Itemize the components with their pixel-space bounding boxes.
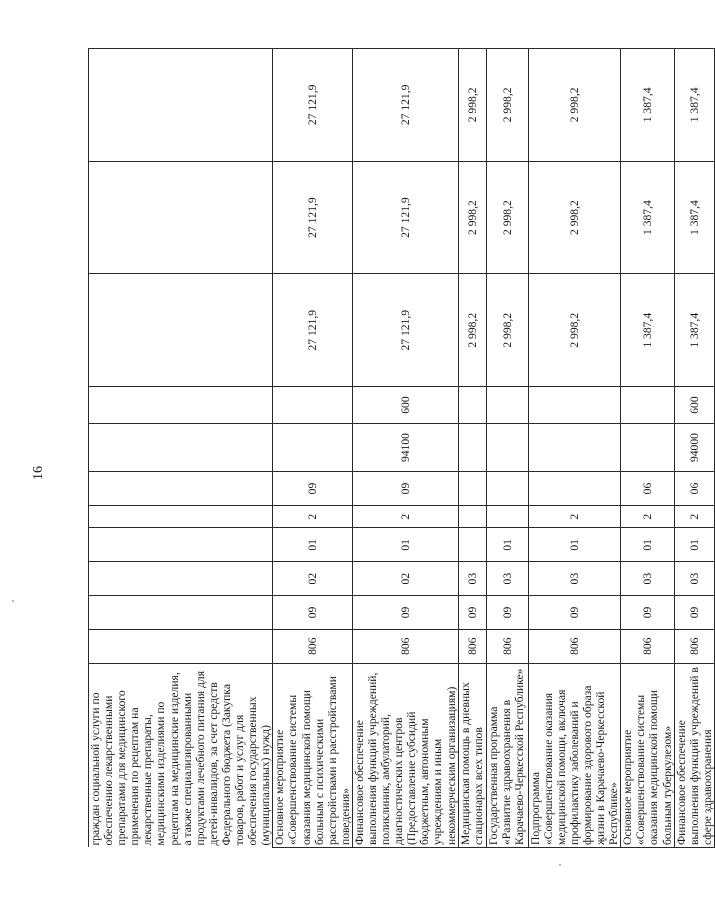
cell-expense-type	[458, 387, 486, 424]
cell-section-code: 09	[273, 596, 353, 630]
cell-section-code: 09	[458, 596, 486, 630]
cell-subsection-code: 03	[674, 562, 714, 596]
cell-subsection-code: 02	[273, 562, 353, 596]
row-description: Государственная программа «Развитие здравоохранения в Карачаево-Черкесской Республике»	[486, 663, 528, 847]
cell-expense-type	[273, 387, 353, 424]
rotated-page-content	[88, 48, 714, 848]
cell-amount: 2 998,2	[528, 49, 621, 162]
cell-amount: 1 387,4	[674, 274, 714, 387]
cell-subprogram-code	[89, 505, 273, 528]
cell-subsection-code: 03	[621, 562, 674, 596]
table-row	[486, 49, 528, 848]
cell-amount: 1 387,4	[621, 274, 674, 387]
cell-subprogram-code: 2	[352, 505, 458, 528]
table-row	[528, 49, 621, 848]
cell-amount: 2 998,2	[458, 274, 486, 387]
cell-amount	[89, 161, 273, 274]
cell-direction-code: 94100	[352, 423, 458, 471]
cell-activity-code	[89, 472, 273, 506]
cell-expense-type	[528, 387, 621, 424]
cell-activity-code: 09	[273, 472, 353, 506]
cell-subprogram-code	[458, 505, 486, 528]
cell-direction-code	[273, 423, 353, 471]
row-description: Основное мероприятие «Совершенствование системы оказания медицинской помощи больным туберкулезом»	[621, 663, 674, 847]
cell-program-code: 01	[621, 528, 674, 562]
cell-section-code: 09	[621, 596, 674, 630]
cell-subprogram-code: 2	[674, 505, 714, 528]
table-row	[621, 49, 674, 848]
cell-amount: 27 121,9	[273, 274, 353, 387]
cell-amount: 1 387,4	[621, 49, 674, 162]
cell-expense-type: 600	[674, 387, 714, 424]
cell-subsection-code: 03	[528, 562, 621, 596]
cell-subprogram-code: 2	[273, 505, 353, 528]
cell-program-code	[458, 528, 486, 562]
cell-ministry-code: 806	[674, 629, 714, 663]
cell-expense-type: 600	[352, 387, 458, 424]
budget-table	[88, 48, 715, 848]
cell-ministry-code: 806	[352, 629, 458, 663]
cell-section-code: 09	[674, 596, 714, 630]
scan-speck	[559, 864, 561, 866]
cell-amount: 2 998,2	[458, 49, 486, 162]
table-row	[352, 49, 458, 848]
cell-direction-code: 94000	[674, 423, 714, 471]
row-description: Финансовое обеспечение выполнения функций учреждений в сфере здравоохранения	[674, 663, 714, 847]
cell-subsection-code: 03	[458, 562, 486, 596]
cell-amount: 1 387,4	[674, 161, 714, 274]
cell-expense-type	[486, 387, 528, 424]
cell-amount: 2 998,2	[486, 274, 528, 387]
cell-subsection-code: 02	[352, 562, 458, 596]
cell-subprogram-code: 2	[528, 505, 621, 528]
cell-ministry-code: 806	[621, 629, 674, 663]
cell-amount	[89, 274, 273, 387]
cell-amount: 2 998,2	[486, 49, 528, 162]
cell-amount: 27 121,9	[273, 161, 353, 274]
cell-direction-code	[458, 423, 486, 471]
cell-amount: 27 121,9	[352, 274, 458, 387]
row-description: Медицинская помощь в дневных стационарах всех типов	[458, 663, 486, 847]
cell-activity-code	[486, 472, 528, 506]
cell-amount: 1 387,4	[621, 161, 674, 274]
cell-subprogram-code	[486, 505, 528, 528]
cell-ministry-code: 806	[458, 629, 486, 663]
scan-speck	[12, 600, 14, 602]
cell-activity-code	[458, 472, 486, 506]
cell-program-code: 01	[352, 528, 458, 562]
table-row	[273, 49, 353, 848]
row-description: Основное мероприятие «Совершенствование системы оказания медицинской помощи больным с психическими расстройствами и расстройствами поведения»	[273, 663, 353, 847]
row-description: Подпрограмма «Совершенствование оказания медицинской помощи, включая профилактику заболеваний и формирование здорового образа жизни в Карачаево-Черкесской Республике»	[528, 663, 621, 847]
cell-amount: 27 121,9	[352, 49, 458, 162]
cell-program-code: 01	[486, 528, 528, 562]
cell-expense-type	[621, 387, 674, 424]
cell-program-code	[89, 528, 273, 562]
cell-ministry-code: 806	[486, 629, 528, 663]
cell-amount: 27 121,9	[273, 49, 353, 162]
table-row	[458, 49, 486, 848]
cell-amount: 1 387,4	[674, 49, 714, 162]
cell-amount: 2 998,2	[528, 274, 621, 387]
cell-subsection-code: 03	[486, 562, 528, 596]
cell-section-code: 09	[352, 596, 458, 630]
cell-direction-code	[486, 423, 528, 471]
cell-amount: 27 121,9	[352, 161, 458, 274]
cell-section-code: 09	[486, 596, 528, 630]
cell-direction-code	[621, 423, 674, 471]
table-row	[674, 49, 714, 848]
cell-ministry-code	[89, 629, 273, 663]
cell-program-code: 01	[273, 528, 353, 562]
cell-program-code: 01	[674, 528, 714, 562]
cell-amount: 2 998,2	[458, 161, 486, 274]
cell-ministry-code: 806	[273, 629, 353, 663]
cell-program-code: 01	[528, 528, 621, 562]
cell-ministry-code: 806	[528, 629, 621, 663]
cell-amount: 2 998,2	[528, 161, 621, 274]
cell-activity-code: 09	[352, 472, 458, 506]
cell-subprogram-code: 2	[621, 505, 674, 528]
cell-amount: 2 998,2	[486, 161, 528, 274]
page-number: 16	[31, 466, 46, 480]
cell-direction-code	[528, 423, 621, 471]
row-description: граждан социальной услуги по обеспечению лекарственными препаратами для медицинского применения по рецептам на лекарственные препараты, медицинскими изделиями по рецептам на медицинские изделия, а также специализированными продуктами лечебного питания для детей-инвалидов, за счет средств Федерального бюджета (Закупка товаров, работ и услуг для обеспечения государственных (муниципальных) нужд)	[89, 663, 273, 847]
cell-section-code	[89, 596, 273, 630]
cell-activity-code: 06	[674, 472, 714, 506]
cell-direction-code	[89, 423, 273, 471]
row-description: Финансовое обеспечение выполнения функций учреждений, поликлиник, амбулаторий, диагностических центров (Предоставление субсидий бюджетным, автономным учреждениям и иным некоммерческим организациям)	[352, 663, 458, 847]
cell-activity-code	[528, 472, 621, 506]
cell-amount	[89, 49, 273, 162]
cell-expense-type	[89, 387, 273, 424]
cell-activity-code: 06	[621, 472, 674, 506]
cell-subsection-code	[89, 562, 273, 596]
cell-section-code: 09	[528, 596, 621, 630]
table-row	[89, 49, 273, 848]
